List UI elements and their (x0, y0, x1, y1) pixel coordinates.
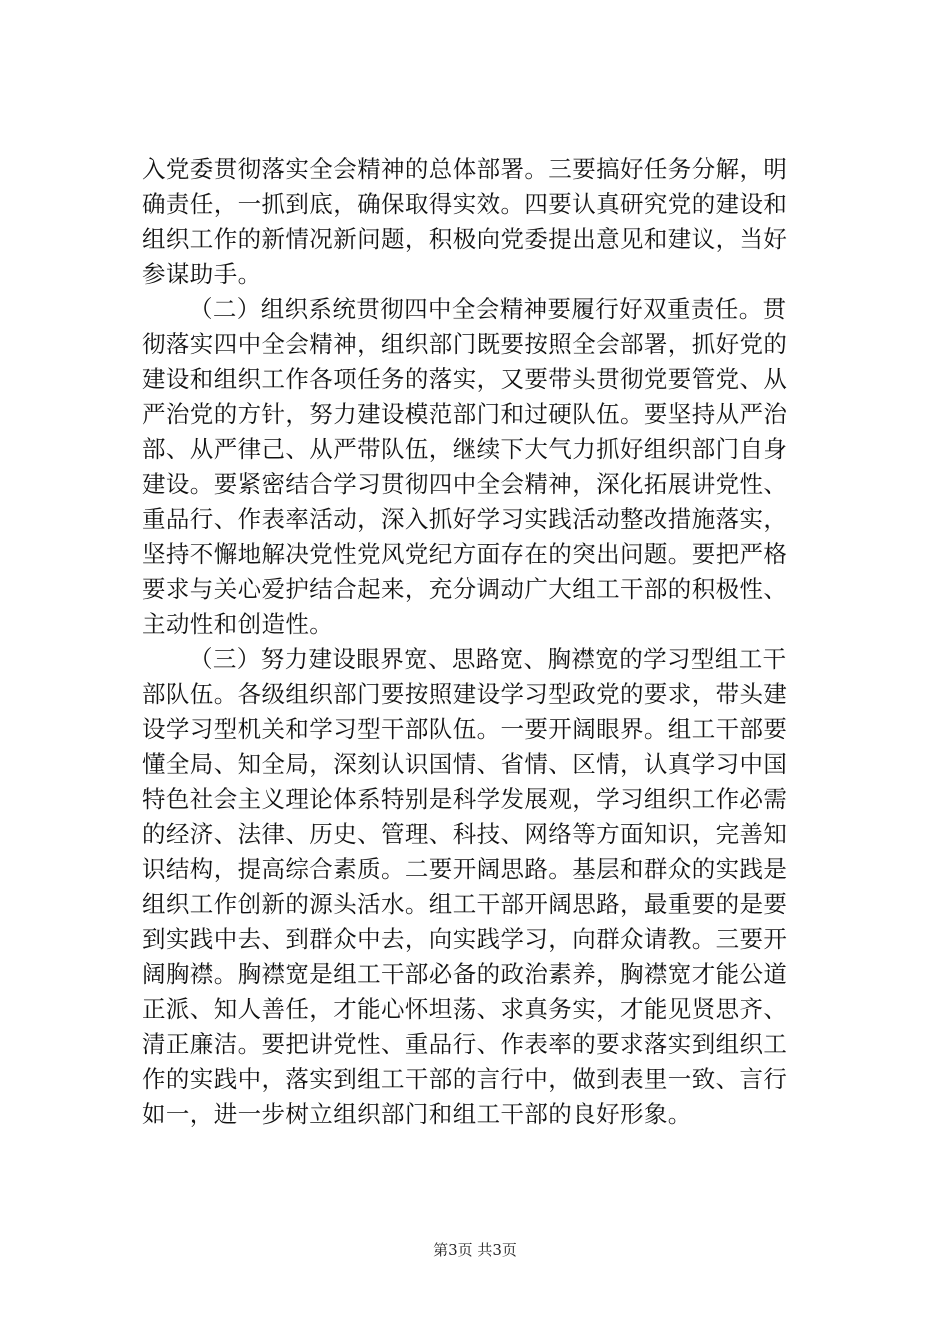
text-line: 组织工作的新情况新问题，积极向党委提出意见和建议，当好 (142, 225, 788, 253)
text-line: 设学习型机关和学习型干部队伍。一要开阔眼界。组工干部要 (142, 715, 788, 743)
text-line: 坚持不懈地解决党性党风党纪方面存在的突出问题。要把严格 (142, 540, 788, 568)
text-line: 组织工作创新的源头活水。组工干部开阔思路，最重要的是要 (142, 890, 788, 918)
text-line: 彻落实四中全会精神，组织部门既要按照全会部署，抓好党的 (142, 330, 788, 358)
page-footer (0, 1240, 950, 1260)
text-line: 特色社会主义理论体系特别是科学发展观，学习组织工作必需 (142, 785, 788, 813)
body-text (142, 152, 814, 1132)
text-line: 参谋助手。 (142, 260, 262, 288)
text-line: 入党委贯彻落实全会精神的总体部署。三要搞好任务分解，明 (142, 155, 788, 183)
paragraph-3-heading-line: （三）努力建设眼界宽、思路宽、胸襟宽的学习型组工干 (189, 645, 787, 673)
text-line: 建设和组织工作各项任务的落实，又要带头贯彻党要管党、从 (142, 365, 788, 393)
text-line: 阔胸襟。胸襟宽是组工干部必备的政治素养，胸襟宽才能公道 (142, 960, 788, 988)
text-line: 确责任，一抓到底，确保取得实效。四要认真研究党的建设和 (142, 190, 788, 218)
text-line: 严治党的方针，努力建设模范部门和过硬队伍。要坚持从严治 (142, 400, 788, 428)
text-line: 正派、知人善任，才能心怀坦荡、求真务实，才能见贤思齐、 (142, 995, 788, 1023)
text-line: 部队伍。各级组织部门要按照建设学习型政党的要求，带头建 (142, 680, 788, 708)
paragraph-2-heading-line: （二）组织系统贯彻四中全会精神要履行好双重责任。贯 (189, 295, 787, 323)
text-line: 建设。要紧密结合学习贯彻四中全会精神，深化拓展讲党性、 (142, 470, 788, 498)
text-line: 如一，进一步树立组织部门和组工干部的良好形象。 (142, 1100, 692, 1128)
page-number: 第3页 共3页 (433, 1241, 517, 1259)
text-line: 到实践中去、到群众中去，向实践学习，向群众请教。三要开 (142, 925, 788, 953)
text-line: 重品行、作表率活动，深入抓好学习实践活动整改措施落实， (142, 505, 788, 533)
text-line: 作的实践中，落实到组工干部的言行中，做到表里一致、言行 (142, 1065, 788, 1093)
text-line: 要求与关心爱护结合起来，充分调动广大组工干部的积极性、 (142, 575, 788, 603)
text-line: 懂全局、知全局，深刻认识国情、省情、区情，认真学习中国 (142, 750, 788, 778)
text-line: 主动性和创造性。 (142, 610, 334, 638)
text-line: 部、从严律己、从严带队伍，继续下大气力抓好组织部门自身 (142, 435, 788, 463)
text-line: 识结构，提高综合素质。二要开阔思路。基层和群众的实践是 (142, 855, 788, 883)
text-line: 的经济、法律、历史、管理、科技、网络等方面知识，完善知 (142, 820, 788, 848)
text-line: 清正廉洁。要把讲党性、重品行、作表率的要求落实到组织工 (142, 1030, 788, 1058)
